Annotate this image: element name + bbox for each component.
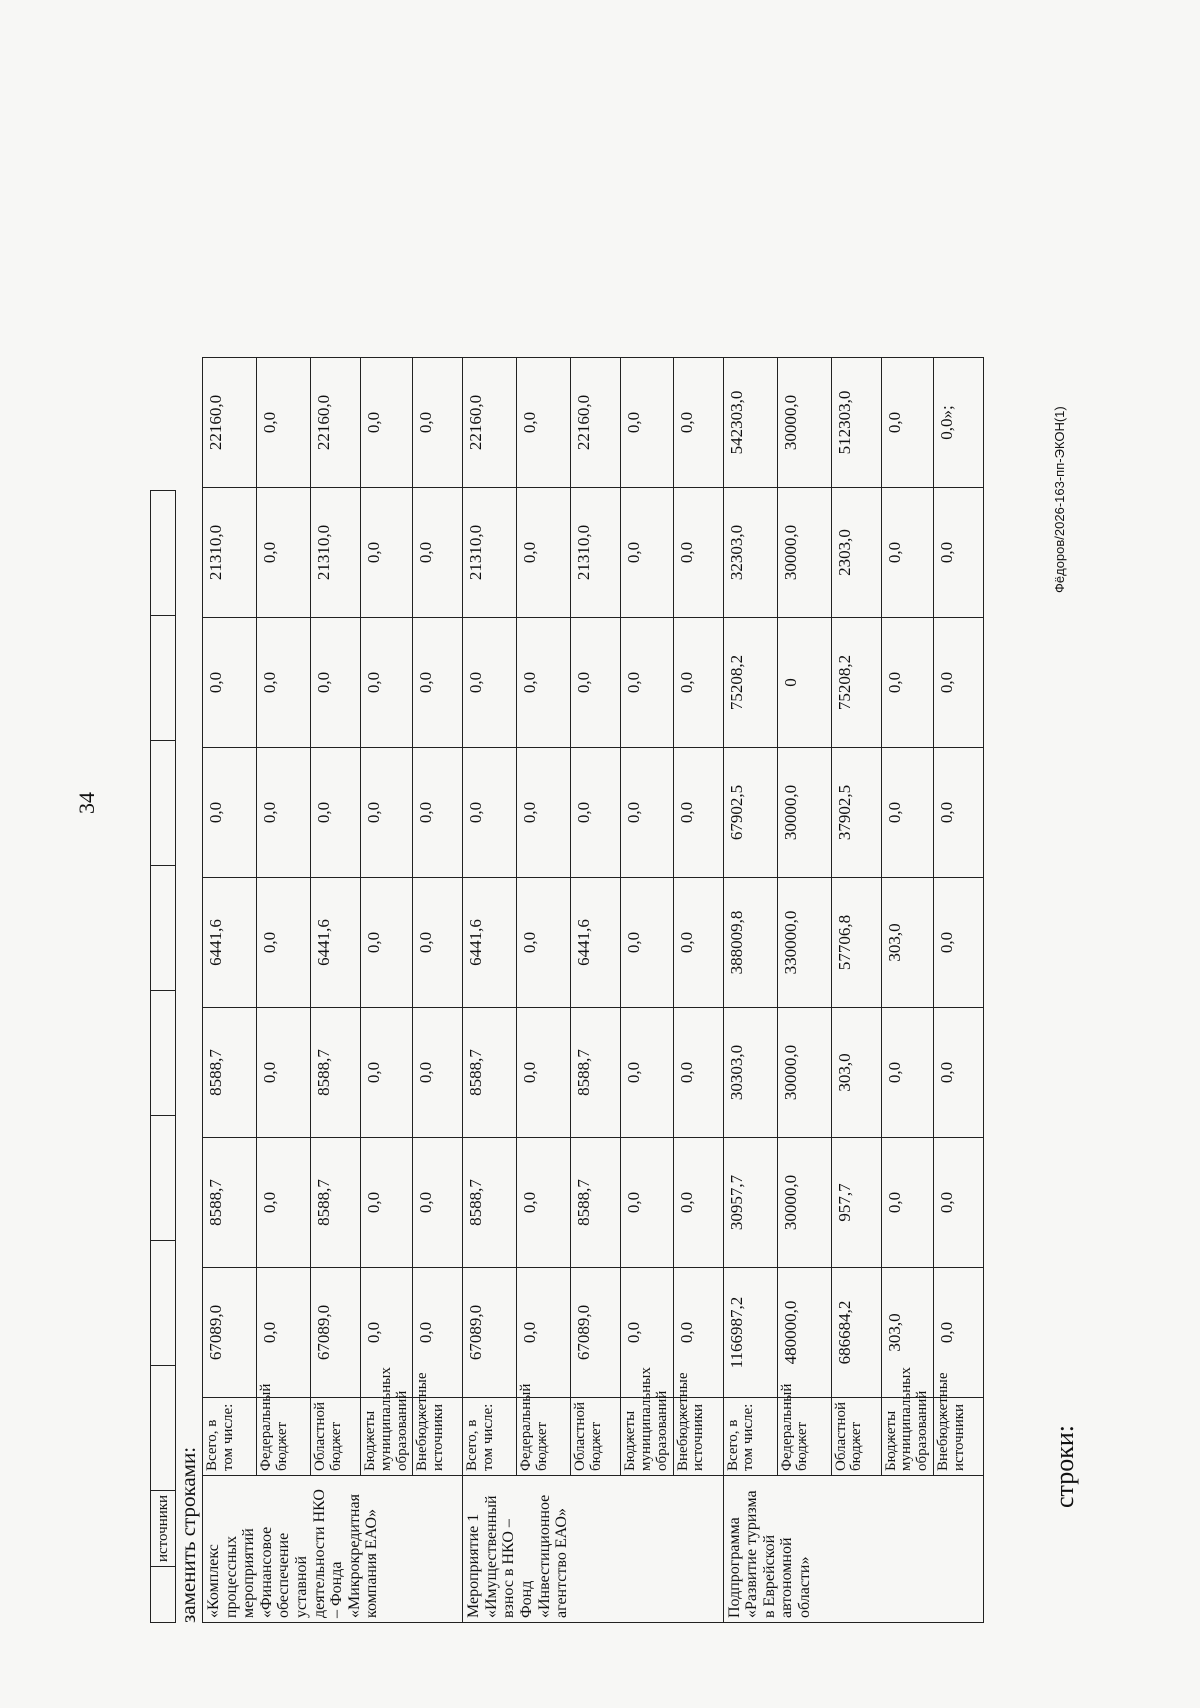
table-row [881, 358, 933, 1623]
amount-cell: 0,0 [621, 748, 673, 878]
amount-cell: 6441,6 [311, 878, 361, 1008]
funding-source-cell: Бюджеты муниципальных образований [361, 1398, 413, 1476]
amount-cell: 22160,0 [463, 358, 517, 488]
program-name-cell: Мероприятие 1 «Имущественный взнос в НКО – Фонд «Инвестиционное агентство ЕАО» [463, 1476, 723, 1623]
funding-source-cell: Областной бюджет [571, 1398, 621, 1476]
amount-cell: 0,0 [517, 878, 571, 1008]
amount-cell: 0,0 [463, 748, 517, 878]
amount-cell: 0,0 [881, 1008, 933, 1138]
amount-cell: 6441,6 [463, 878, 517, 1008]
amount-cell: 0,0 [361, 748, 413, 878]
amount-cell: 0,0 [621, 358, 673, 488]
funding-source-cell: Областной бюджет [831, 1398, 881, 1476]
amount-cell: 0,0»; [933, 358, 983, 488]
amount-cell: 67902,5 [723, 748, 777, 878]
header-empty-cell [151, 1567, 176, 1623]
amount-cell: 67089,0 [463, 1268, 517, 1398]
table-row [257, 358, 311, 1623]
funding-source-cell: Областной бюджет [311, 1398, 361, 1476]
amount-cell: 0,0 [257, 488, 311, 618]
amount-cell: 0,0 [257, 878, 311, 1008]
amount-cell: 0,0 [621, 1008, 673, 1138]
amount-cell: 0,0 [881, 1138, 933, 1268]
amount-cell: 0,0 [257, 358, 311, 488]
amount-cell: 67089,0 [571, 1268, 621, 1398]
header-empty-cell [151, 990, 176, 1115]
amount-cell: 0,0 [933, 748, 983, 878]
amount-cell: 0,0 [621, 488, 673, 618]
amount-cell: 0,0 [257, 1268, 311, 1398]
amount-cell: 0,0 [361, 878, 413, 1008]
amount-cell: 0,0 [881, 748, 933, 878]
amount-cell: 0,0 [673, 1138, 723, 1268]
funding-source-cell: Федеральный бюджет [257, 1398, 311, 1476]
amount-cell: 0,0 [517, 488, 571, 618]
table-row [571, 358, 621, 1623]
table-row [673, 358, 723, 1623]
amount-cell: 67089,0 [311, 1268, 361, 1398]
amount-cell: 22160,0 [203, 358, 257, 488]
table-row [831, 358, 881, 1623]
header-empty-cell [151, 740, 176, 865]
amount-cell: 0,0 [311, 618, 361, 748]
amount-cell: 0,0 [621, 1268, 673, 1398]
amount-cell: 6441,6 [203, 878, 257, 1008]
amount-cell: 0,0 [673, 878, 723, 1008]
amount-cell: 0,0 [933, 488, 983, 618]
amount-cell: 686684,2 [831, 1268, 881, 1398]
header-empty-cell [151, 490, 176, 615]
amount-cell: 30000,0 [777, 488, 831, 618]
amount-cell: 30000,0 [777, 748, 831, 878]
table-row [621, 358, 673, 1623]
amount-cell: 0,0 [571, 618, 621, 748]
amount-cell: 0,0 [881, 358, 933, 488]
amount-cell: 0,0 [361, 1008, 413, 1138]
page-number: 34 [74, 792, 99, 814]
amount-cell: 8588,7 [571, 1008, 621, 1138]
amount-cell: 1166987,2 [723, 1268, 777, 1398]
header-empty-cell [151, 1240, 176, 1365]
amount-cell: 0,0 [933, 1008, 983, 1138]
amount-cell: 303,0 [881, 1268, 933, 1398]
amount-cell: 0,0 [933, 878, 983, 1008]
amount-cell: 0,0 [413, 878, 463, 1008]
amount-cell: 21310,0 [203, 488, 257, 618]
header-empty-cell [151, 1365, 176, 1490]
funding-source-cell: Федеральный бюджет [777, 1398, 831, 1476]
amount-cell: 21310,0 [571, 488, 621, 618]
amount-cell: 0 [777, 618, 831, 748]
amount-cell: 30957,7 [723, 1138, 777, 1268]
amount-cell: 2303,0 [831, 488, 881, 618]
header-empty-cell [151, 865, 176, 990]
amount-cell: 0,0 [933, 1138, 983, 1268]
amount-cell: 480000,0 [777, 1268, 831, 1398]
funding-source-cell: Внебюджетные источники [933, 1398, 983, 1476]
funding-source-cell: Бюджеты муниципальных образований [881, 1398, 933, 1476]
amount-cell: 0,0 [257, 748, 311, 878]
table-row [463, 358, 517, 1623]
amount-cell: 0,0 [361, 1138, 413, 1268]
funding-source-cell: Внебюджетные источники [673, 1398, 723, 1476]
amount-cell: 0,0 [361, 358, 413, 488]
amount-cell: 57706,8 [831, 878, 881, 1008]
amount-cell: 0,0 [413, 358, 463, 488]
amount-cell: 21310,0 [463, 488, 517, 618]
replace-with-rows-label: заменить строками: [176, 1446, 200, 1623]
amount-cell: 0,0 [257, 618, 311, 748]
amount-cell: 0,0 [203, 618, 257, 748]
amount-cell: 0,0 [621, 878, 673, 1008]
amount-cell: 388009,8 [723, 878, 777, 1008]
amount-cell: 0,0 [881, 618, 933, 748]
amount-cell: 8588,7 [463, 1008, 517, 1138]
amount-cell: 8588,7 [203, 1008, 257, 1138]
amount-cell: 0,0 [413, 1268, 463, 1398]
amount-cell: 0,0 [673, 618, 723, 748]
amount-cell: 0,0 [517, 1268, 571, 1398]
amount-cell: 0,0 [673, 1008, 723, 1138]
table-row [413, 358, 463, 1623]
amount-cell: 75208,2 [723, 618, 777, 748]
table-row [933, 358, 983, 1623]
amount-cell: 0,0 [413, 618, 463, 748]
table-row [723, 358, 777, 1623]
amount-cell: 0,0 [517, 1008, 571, 1138]
amount-cell: 0,0 [517, 358, 571, 488]
amount-cell: 0,0 [413, 1138, 463, 1268]
table-row [203, 358, 257, 1623]
amount-cell: 303,0 [831, 1008, 881, 1138]
amount-cell: 8588,7 [571, 1138, 621, 1268]
funding-source-cell: Всего, в том числе: [723, 1398, 777, 1476]
table-row [517, 358, 571, 1623]
amount-cell: 0,0 [933, 1268, 983, 1398]
funding-source-cell: Бюджеты муниципальных образований [621, 1398, 673, 1476]
amount-cell: 0,0 [517, 1138, 571, 1268]
table-row [311, 358, 361, 1623]
funding-source-cell: Внебюджетные источники [413, 1398, 463, 1476]
amount-cell: 0,0 [413, 748, 463, 878]
header-fragment-table [150, 490, 176, 1623]
amount-cell: 0,0 [517, 748, 571, 878]
amount-cell: 0,0 [673, 488, 723, 618]
amount-cell: 0,0 [413, 1008, 463, 1138]
funding-source-cell: Всего, в том числе: [203, 1398, 257, 1476]
amount-cell: 0,0 [361, 618, 413, 748]
amount-cell: 0,0 [361, 488, 413, 618]
amount-cell: 957,7 [831, 1138, 881, 1268]
amount-cell: 0,0 [621, 1138, 673, 1268]
amount-cell: 30000,0 [777, 1008, 831, 1138]
document-code: Фёдоров/2026-163-пп-ЭКОН(1) [1052, 406, 1067, 593]
amount-cell: 0,0 [673, 748, 723, 878]
header-source-cell: источники [151, 1490, 176, 1566]
table-row [777, 358, 831, 1623]
amount-cell: 8588,7 [463, 1138, 517, 1268]
amount-cell: 0,0 [881, 488, 933, 618]
amount-cell: 30000,0 [777, 358, 831, 488]
amount-cell: 37902,5 [831, 748, 881, 878]
amount-cell: 22160,0 [311, 358, 361, 488]
amount-cell: 0,0 [673, 1268, 723, 1398]
program-name-cell: Подпрограмма «Развитие туризма в Еврейской автономной области» [723, 1476, 983, 1623]
amount-cell: 8588,7 [311, 1138, 361, 1268]
amount-cell: 8588,7 [203, 1138, 257, 1268]
amount-cell: 0,0 [311, 748, 361, 878]
amount-cell: 22160,0 [571, 358, 621, 488]
amount-cell: 32303,0 [723, 488, 777, 618]
funding-source-cell: Федеральный бюджет [517, 1398, 571, 1476]
amount-cell: 30303,0 [723, 1008, 777, 1138]
amount-cell: 30000,0 [777, 1138, 831, 1268]
amount-cell: 75208,2 [831, 618, 881, 748]
amount-cell: 0,0 [203, 748, 257, 878]
amount-cell: 67089,0 [203, 1268, 257, 1398]
amount-cell: 512303,0 [831, 358, 881, 488]
amount-cell: 21310,0 [311, 488, 361, 618]
amount-cell: 330000,0 [777, 878, 831, 1008]
amount-cell: 0,0 [413, 488, 463, 618]
budget-table [202, 357, 984, 1623]
amount-cell: 0,0 [463, 618, 517, 748]
amount-cell: 303,0 [881, 878, 933, 1008]
amount-cell: 0,0 [933, 618, 983, 748]
table-row [361, 358, 413, 1623]
amount-cell: 0,0 [361, 1268, 413, 1398]
rotated-page-content [40, 48, 1100, 1668]
header-empty-cell [151, 615, 176, 740]
amount-cell: 0,0 [673, 358, 723, 488]
amount-cell: 0,0 [621, 618, 673, 748]
amount-cell: 8588,7 [311, 1008, 361, 1138]
funding-source-cell: Всего, в том числе: [463, 1398, 517, 1476]
amount-cell: 0,0 [257, 1008, 311, 1138]
amount-cell: 0,0 [257, 1138, 311, 1268]
header-empty-cell [151, 1115, 176, 1240]
amount-cell: 542303,0 [723, 358, 777, 488]
amount-cell: 0,0 [571, 748, 621, 878]
program-name-cell: «Комплекс процессных мероприятий «Финансовое обеспечение уставной деятельности НКО – Фонда «Микрокредитная компания ЕАО» [203, 1476, 463, 1623]
amount-cell: 6441,6 [571, 878, 621, 1008]
amount-cell: 0,0 [517, 618, 571, 748]
rows-label: строки: [1050, 1425, 1079, 1508]
